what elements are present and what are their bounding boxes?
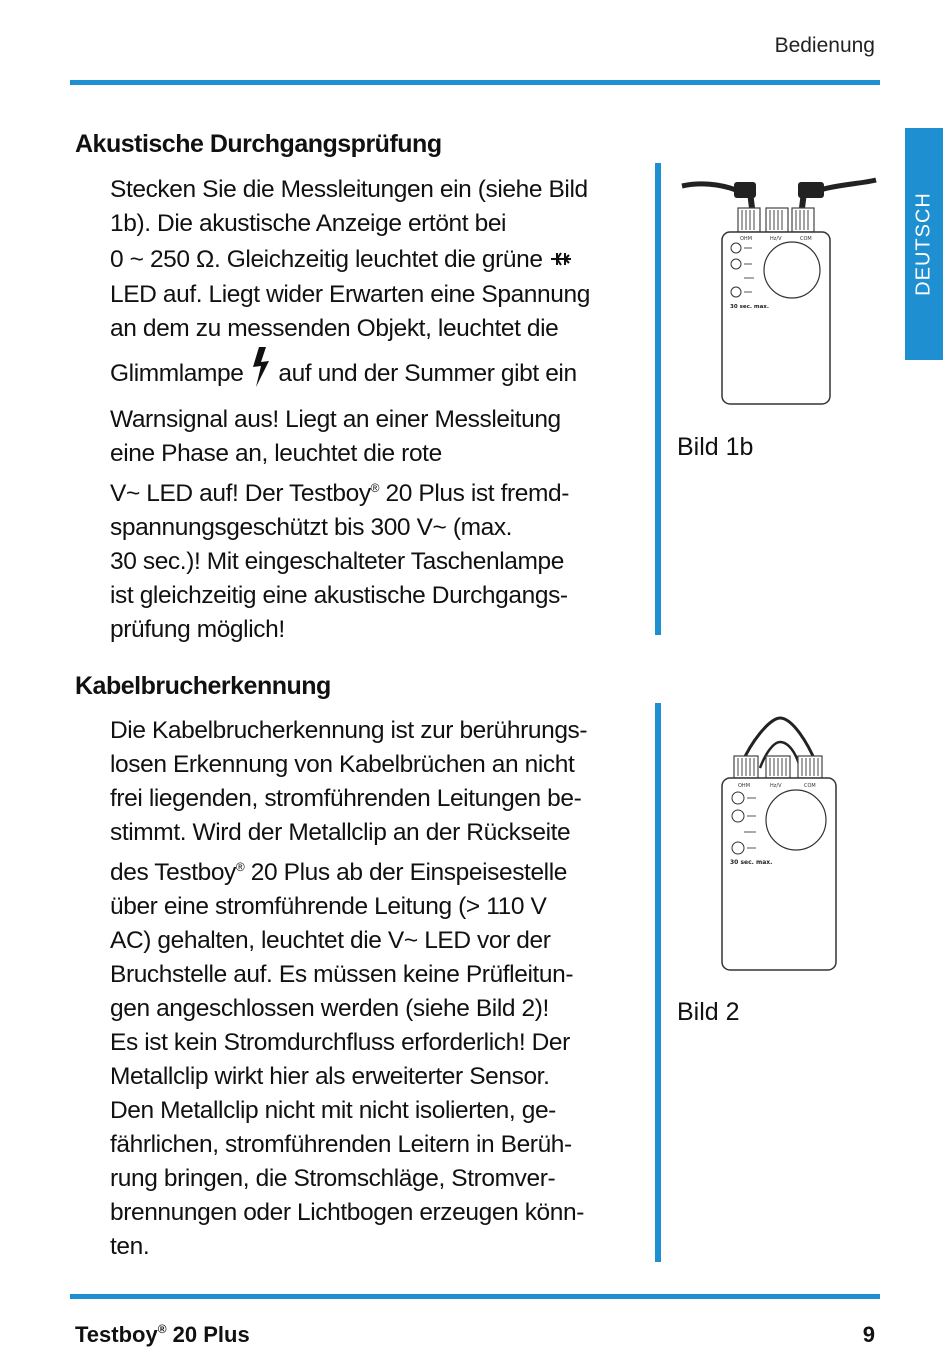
text-line (110, 850, 610, 890)
text-line: brennungen oder Lichtbogen erzeugen könn- (110, 1199, 584, 1226)
text-line: 30 sec.)! Mit eingeschalteter Taschenlampe (110, 547, 564, 575)
paragraph-continuity-test (110, 173, 610, 647)
text-line: Die Kabelbrucherkennung ist zur berührungs- (110, 717, 588, 744)
text-line: Metallclip wirkt hier als erweiterter Sensor. (110, 1063, 550, 1090)
heading-continuity-test: Akustische Durchgangsprüfung (75, 130, 442, 158)
text-line: LED auf. Liegt wider Erwarten eine Spannung (110, 280, 590, 308)
text-line: gen angeschlossen werden (siehe Bild 2)! (110, 995, 549, 1022)
device-label: 30 sec. max. (730, 859, 773, 866)
section-bar-1 (655, 163, 661, 635)
text-line (110, 471, 610, 511)
text-line: rung bringen, die Stromschläge, Stromver- (110, 1165, 556, 1192)
device-label: 30 sec. max. (730, 304, 769, 310)
text-line-part: auf und der Summer gibt ein (278, 359, 577, 387)
text-line: ist gleichzeitig eine akustische Durchgangs- (110, 581, 568, 609)
registered-mark: ® (157, 1322, 167, 1336)
registered-mark: ® (235, 860, 245, 874)
device-label: OHM (740, 236, 753, 242)
language-tab (905, 128, 943, 360)
section-label: Bedienung (774, 34, 875, 57)
section-bar-2 (655, 703, 661, 1262)
figure-2-device-with-metal-clip (700, 712, 860, 974)
lightning-icon (250, 346, 272, 403)
device-label: Hz/V (770, 236, 782, 242)
text-line: über eine stromführende Leitung (> 110 V (110, 893, 547, 920)
page-number: 9 (862, 1322, 875, 1347)
text-line: fährlichen, stromführenden Leitern in Berüh- (110, 1131, 572, 1158)
text-line: Warnsignal aus! Liegt an einer Messleitung (110, 405, 561, 433)
continuity-buzzer-icon (549, 244, 573, 278)
text-line-part: V~ LED auf! Der Testboy (110, 479, 371, 507)
footer-product: Testboy (75, 1322, 158, 1347)
figure-caption-1b: Bild 1b (677, 433, 754, 461)
text-line: losen Erkennung von Kabelbrüchen an nicht (110, 751, 575, 778)
text-line (110, 243, 610, 278)
text-line: spannungsgeschützt bis 300 V~ (max. (110, 513, 513, 541)
device-label: COM (804, 783, 816, 789)
text-line: eine Phase an, leuchtet die rote (110, 439, 442, 467)
text-line-part: 20 Plus ab der Einspeisestelle (244, 859, 567, 886)
text-line-part: des Testboy (110, 859, 236, 886)
text-line: Bruchstelle auf. Es müssen keine Prüfleitun- (110, 961, 574, 988)
text-line: Stecken Sie die Messleitungen ein (siehe Bild (110, 176, 588, 203)
device-label: OHM (738, 783, 751, 789)
language-tab-label: DEUTSCH (912, 192, 935, 296)
text-line-part: Glimmlampe (110, 359, 244, 387)
text-line: Es ist kein Stromdurchfluss erforderlich! Der (110, 1029, 570, 1056)
footer-rule (70, 1294, 880, 1299)
text-line: frei liegenden, stromführenden Leitungen be- (110, 785, 582, 812)
text-line: ten. (110, 1233, 150, 1260)
text-line-part: 0 ~ 250 Ω. Gleichzeitig leuchtet die grüne (110, 246, 543, 273)
header-rule (70, 80, 880, 85)
device-label: Hz/V (770, 783, 782, 789)
figure-1b-device-with-leads (680, 170, 880, 410)
text-line (110, 346, 610, 403)
text-line: AC) gehalten, leuchtet die V~ LED vor der (110, 927, 551, 954)
paragraph-cable-break-detection (110, 714, 610, 1264)
text-line: 1b). Die akustische Anzeige ertönt bei (110, 210, 507, 237)
registered-mark: ® (370, 480, 380, 495)
footer-product-name (75, 1322, 250, 1348)
text-line: stimmt. Wird der Metallclip an der Rückseite (110, 819, 571, 846)
footer-product-suffix: 20 Plus (166, 1322, 250, 1347)
text-line: prüfung möglich! (110, 615, 285, 643)
text-line-part: 20 Plus ist fremd- (379, 479, 569, 507)
heading-cable-break-detection: Kabelbrucherkennung (75, 672, 331, 700)
device-label: COM (800, 236, 812, 242)
text-line: Den Metallclip nicht mit nicht isolierten, ge- (110, 1097, 556, 1124)
text-line: an dem zu messenden Objekt, leuchtet die (110, 314, 559, 342)
figure-caption-2: Bild 2 (677, 998, 740, 1026)
